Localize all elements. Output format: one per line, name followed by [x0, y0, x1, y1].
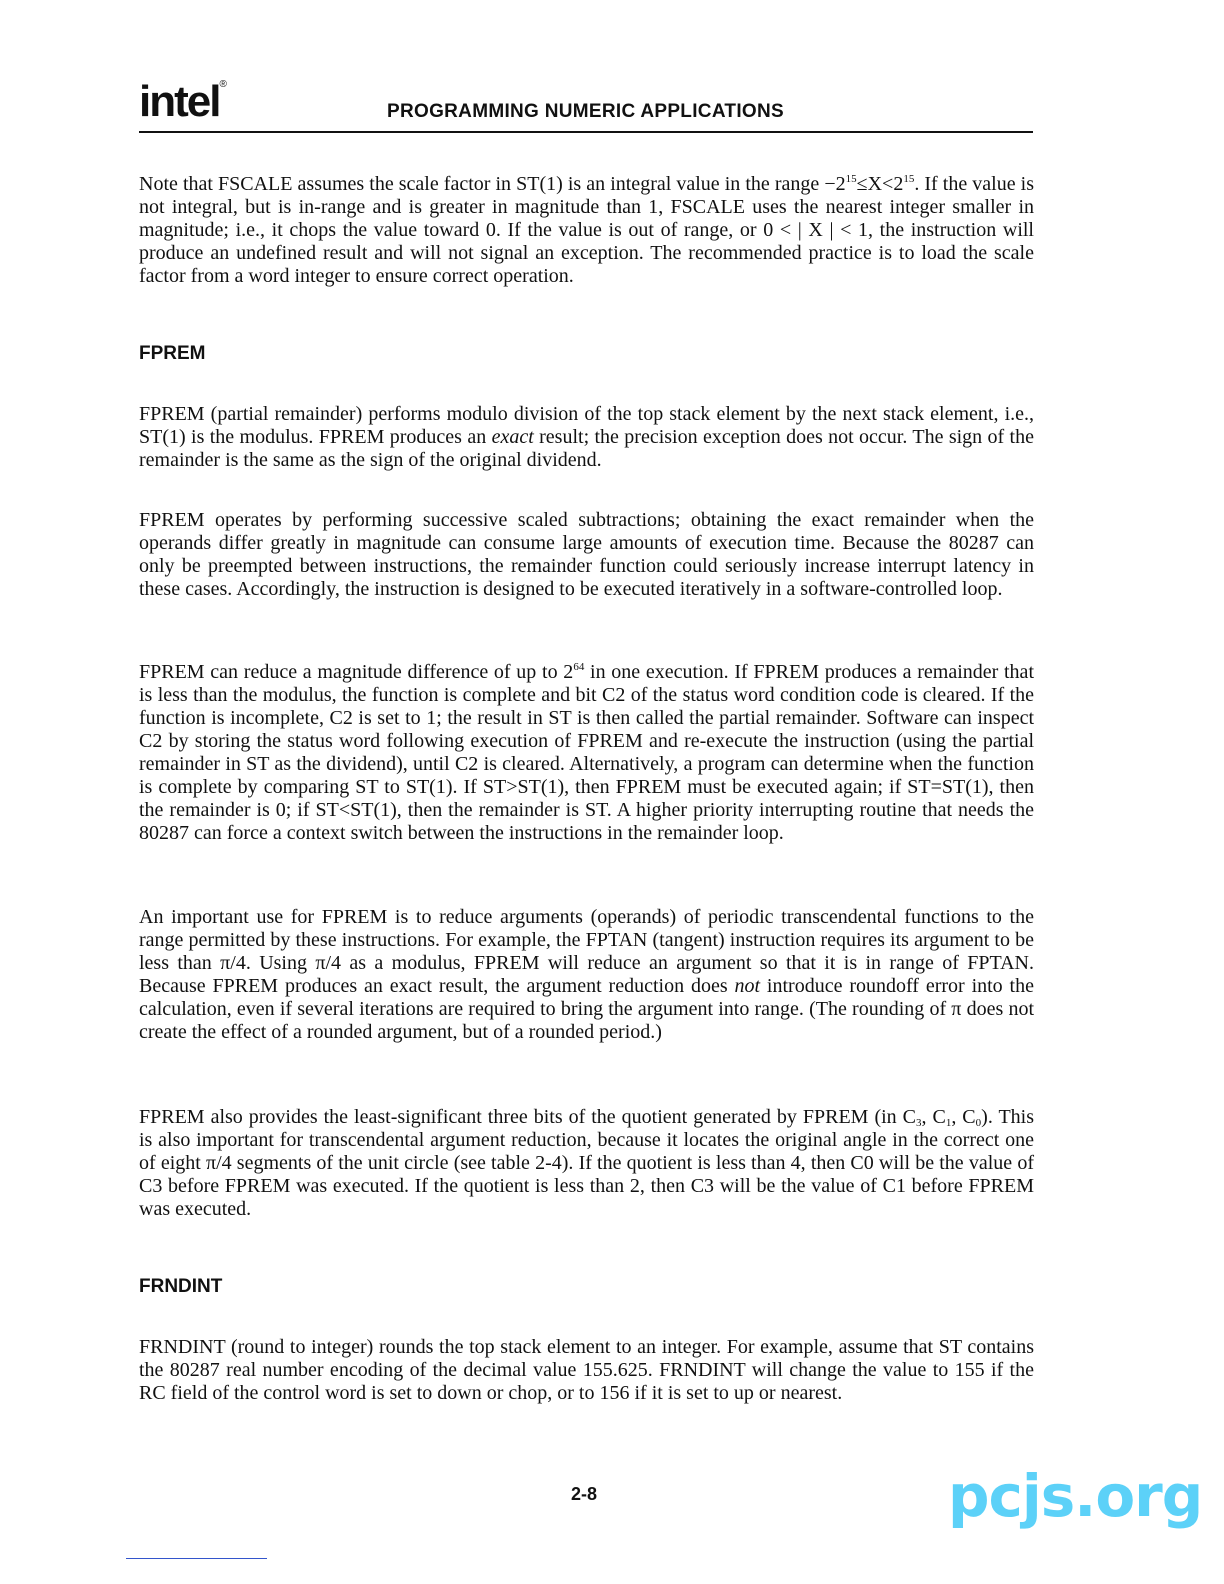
fscale-note-paragraph: Note that FSCALE assumes the scale factor in ST(1) is an integral value in the range $-2^{15}\le X<2^{15}$. If the value is not integral, but is in-range and is greater in magnitude than 1, FSCALE uses the nearest integer smaller in magnitude; i.e., it chops the value toward 0. If the value is out of range, or 0 < | X | < 1, the instruction will produce an undefined result and will not signal an exception. The recommended practice is to load the scale factor from a word integer to ensure correct operation. — [139, 173, 1035, 287]
section-heading-frndint: FRNDINT — [139, 1276, 223, 1297]
page-number: 2-8 — [571, 1484, 598, 1504]
fprem-operation-paragraph: FPREM operates by performing successive scaled subtractions; obtaining the exact remainder when the operands differ greatly in magnitude can consume large amounts of execution time. Because the 80287 can only be preempted between instructions, the remainder function could seriously increase interrupt latency in these cases. Accordingly, the instruction is designed to be executed iteratively in a software-controlled loop. — [139, 509, 1034, 600]
section-heading-fprem: FPREM — [139, 343, 206, 364]
page-header-title: PROGRAMMING NUMERIC APPLICATIONS — [387, 101, 784, 122]
fprem-intro-paragraph: FPREM (partial remainder) performs modulo division of the top stack element by the next stack element, i.e., ST(1) is the modulus. FPREM produces an exact result; the precision exception does not occur. The sign of the remainder is the same as the sign of the original dividend. — [139, 403, 1034, 471]
frndint-paragraph: FRNDINT (round to integer) rounds the top stack element to an integer. For example, assume that ST contains the 80287 real number encoding of the decimal value 155.625. FRNDINT will change the value to 155 if the RC field of the control word is set to down or chop, or to 156 if it is set to up or nearest. — [139, 1336, 1034, 1404]
footer-rule — [126, 1558, 267, 1559]
pcjs-watermark: pcjs.org — [948, 1462, 1203, 1530]
logo-text: intel — [139, 77, 220, 126]
fprem-reduction-paragraph: FPREM can reduce a magnitude difference of up to $2^{64}$ in one execution. If FPREM produces a remainder that is less than the modulus, the function is complete and bit C2 of the status word condition code is cleared. If the function is incomplete, C2 is set to 1; the result in ST is then called the partial remainder. Software can inspect C2 by storing the status word following execution of FPREM and re-execute the instruction (using the partial remainder in ST as the dividend), until C2 is cleared. Alternatively, a program can determine when the function is complete by comparing ST to ST(1). If ST>ST(1), then FPREM must be executed again; if ST=ST(1), then the remainder is 0; if ST<ST(1), then the remainder is ST. A higher priority interrupting routine that needs the 80287 can force a context switch between the instructions in the remainder loop. — [139, 661, 1034, 844]
header-rule — [139, 131, 1033, 133]
intel-logo — [139, 77, 227, 126]
fprem-quotient-paragraph: FPREM also provides the least-significant three bits of the quotient generated by FPREM (in $C_3$, $C_1$, $C_0$). This is also important for transcendental argument reduction, because it locates the original angle in the correct one of eight π/4 segments of the unit circle (see table 2-4). If the quotient is less than 4, then C0 will be the value of C3 before FPREM was executed. If the quotient is less than 2, then C3 will be the value of C1 before FPREM was executed. — [139, 1106, 1034, 1220]
registered-mark: ® — [219, 79, 227, 90]
fprem-transcendental-paragraph: An important use for FPREM is to reduce arguments (operands) of periodic transcendental functions to the range permitted by these instructions. For example, the FPTAN (tangent) instruction requires its argument to be less than π/4. Using π/4 as a modulus, FPREM will reduce an argument so that it is in range of FPTAN. Because FPREM produces an exact result, the argument reduction does not introduce roundoff error into the calculation, even if several iterations are required to bring the argument into range. (The rounding of π does not create the effect of a rounded argument, but of a rounded period.) — [139, 906, 1034, 1043]
